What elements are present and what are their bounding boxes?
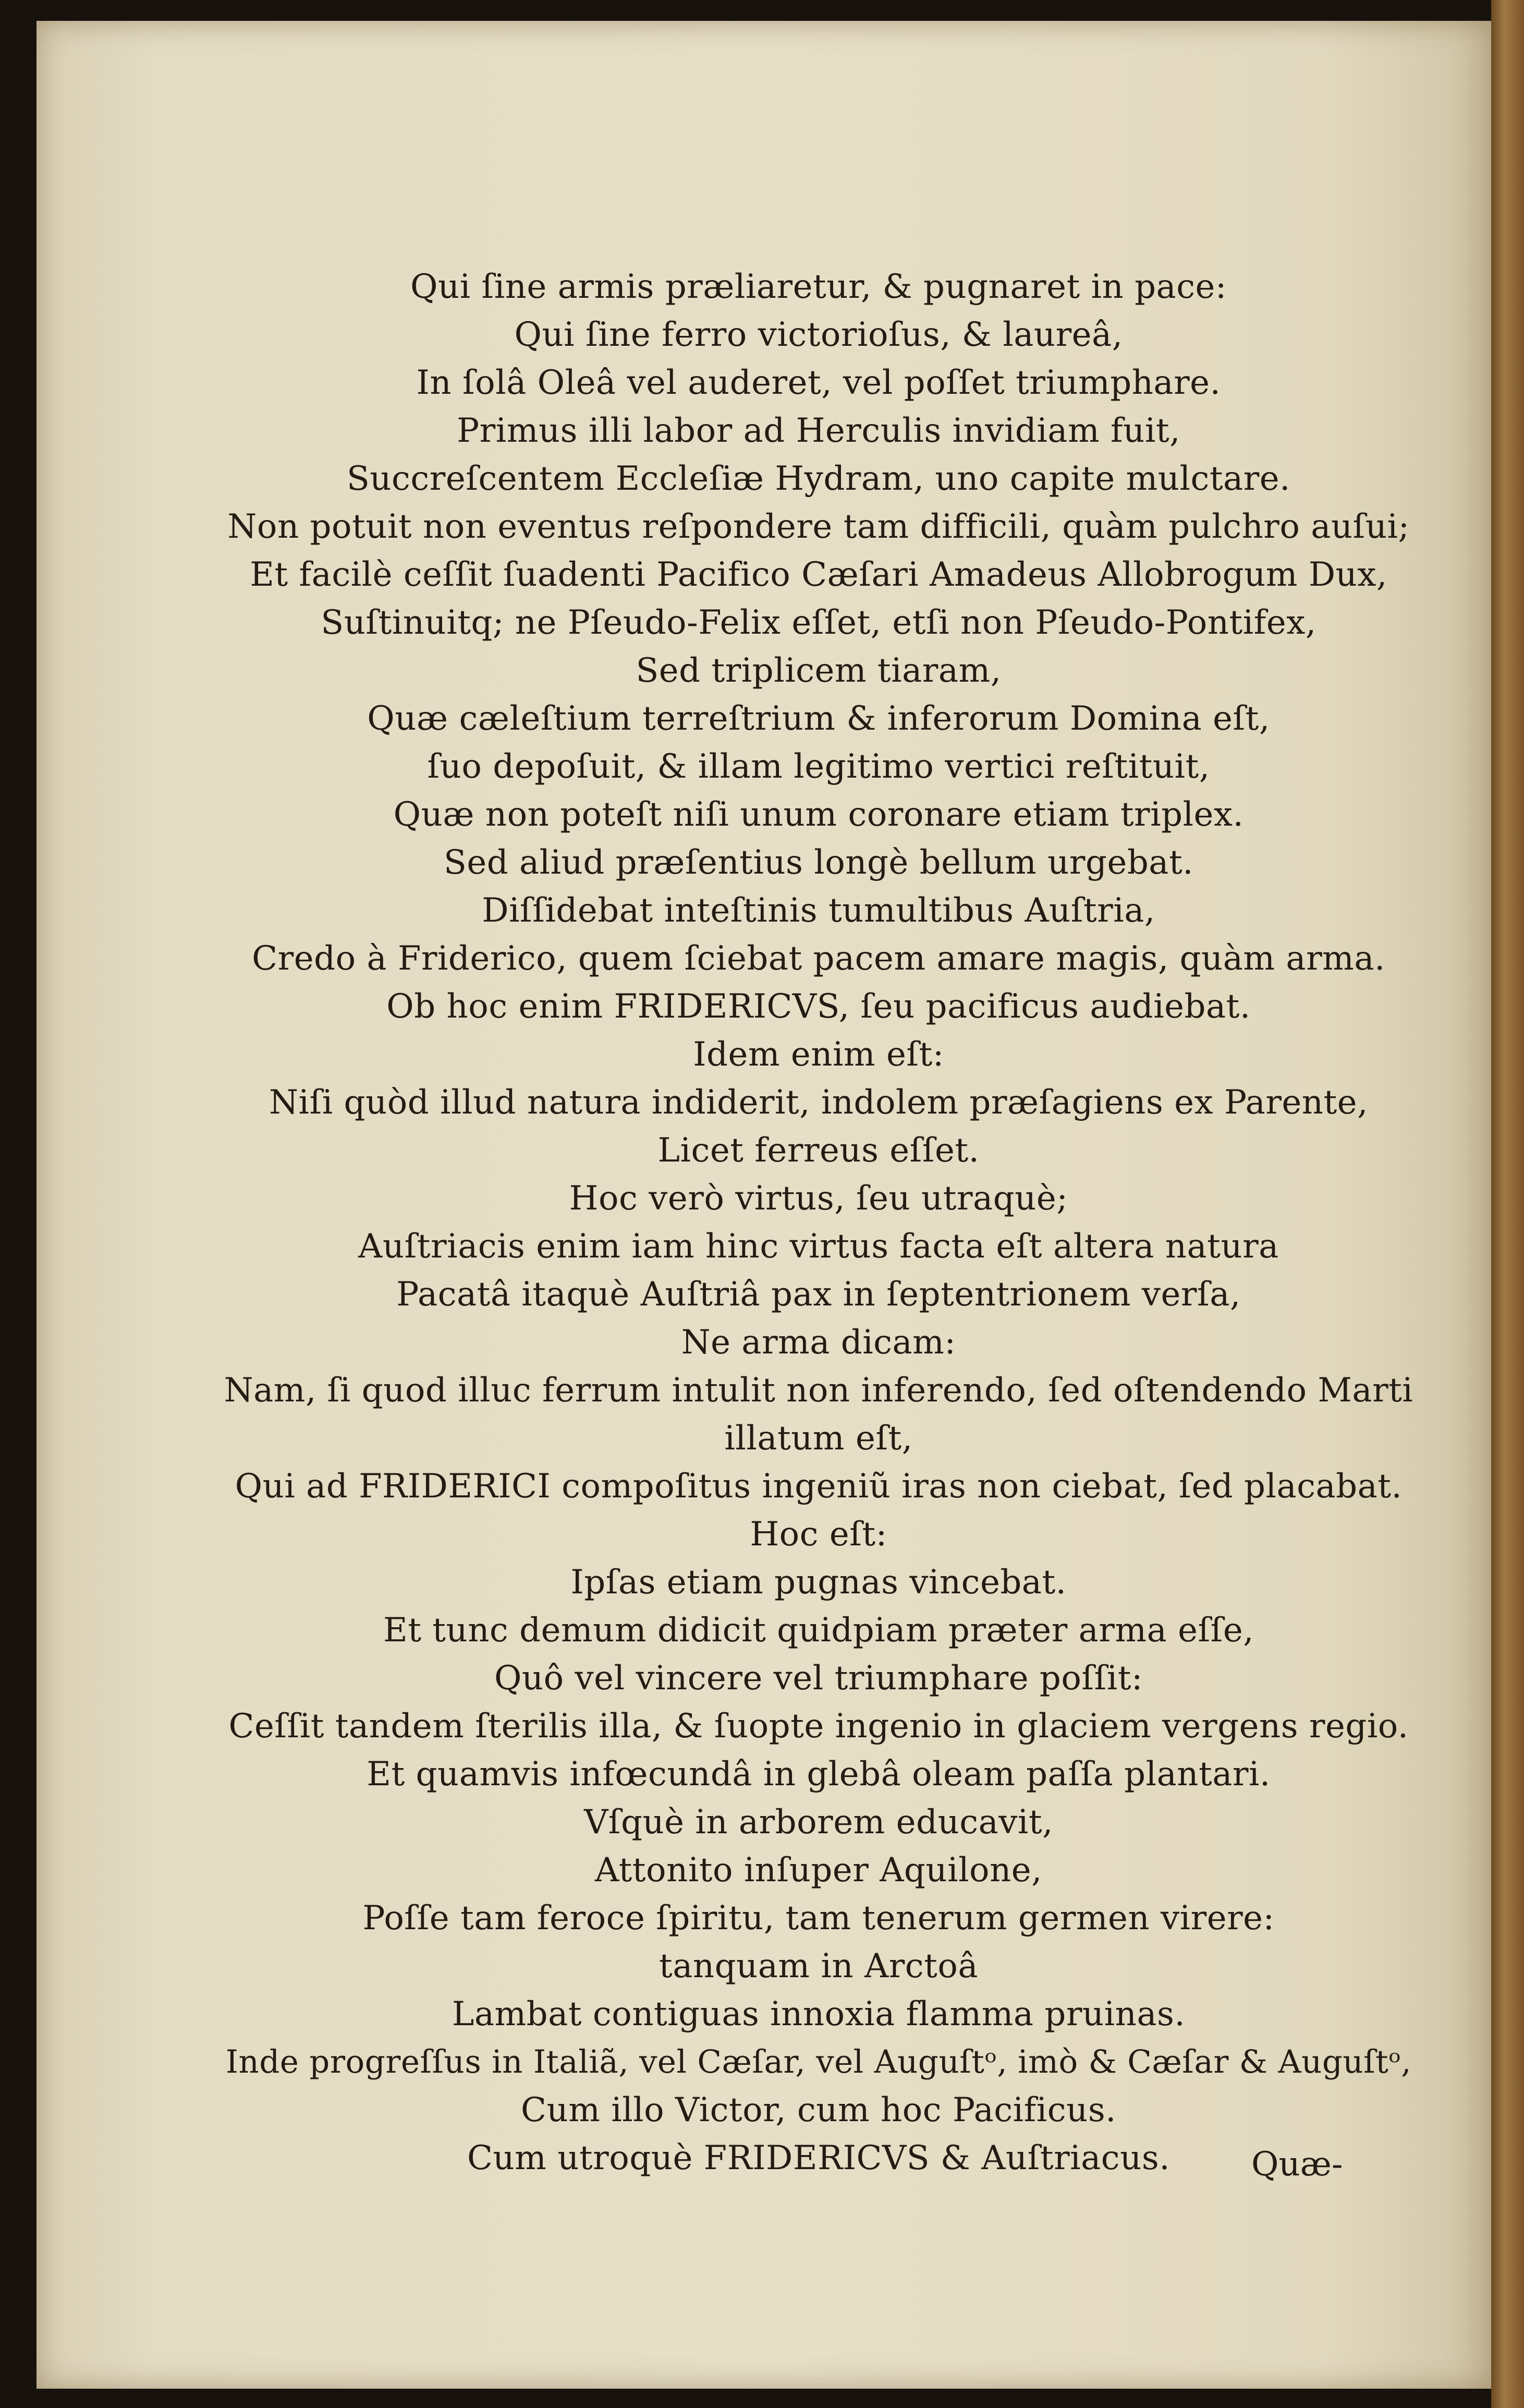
text-line: Non potuit non eventus reſpondere tam difficili, quàm pulchro auſui; [227,507,1410,546]
text-line: Et facilè ceſſit ſuadenti Pacifico Cæſari Amadeus Allobrogum Dux, [250,555,1387,594]
text-line: ſuo depoſuit, & illam legitimo vertici reſtituit, [427,747,1210,786]
text-line: Sed aliud præſentius longè bellum urgebat. [443,843,1194,882]
text-line: Auſtriacis enim iam hinc virtus facta eſt altera natura [358,1227,1279,1266]
text-line: Ceſſit tandem ſterilis illa, & ſuopte ingenio in glaciem vergens regio. [228,1707,1409,1746]
text-line: Diſſidebat inteſtinis tumultibus Auſtria, [482,891,1155,930]
text-line: Hoc eſt: [750,1515,887,1554]
text-line: Lambat contiguas innoxia flamma pruinas. [452,1995,1186,2034]
text-line: Qui ſine armis præliaretur, & pugnaret in pace: [410,268,1227,306]
text-line: Ob hoc enim FRIDERICVS, ſeu pacificus audiebat. [386,987,1251,1026]
text-line: Cum utroquè FRIDERICVS & Auſtriacus. [467,2139,1171,2177]
text-line: Niſi quòd illud natura indiderit, indolem præſagiens ex Parente, [269,1083,1368,1122]
text-line: In ſolâ Oleâ vel auderet, vel poſſet triumphare. [416,364,1221,402]
text-line: tanquam in Arctoâ [659,1947,979,1986]
text-line: Ne arma dicam: [681,1323,956,1362]
text-line: illatum eſt, [724,1419,913,1458]
text-line: Credo à Friderico, quem ſciebat pacem amare magis, quàm arma. [252,939,1385,978]
text-line: Suſtinuitq; ne Pſeudo-Felix eſſet, etſi non Pſeudo-Pontifex, [321,603,1316,642]
text-line: Attonito inſuper Aquilone, [594,1851,1043,1890]
text-line: Qui ſine ferro victorioſus, & laureâ, [514,316,1123,354]
catchword: Quæ- [1251,2145,1343,2184]
text-line: Quæ non poteſt niſi unum coronare etiam triplex. [393,795,1244,834]
text-line: Nam, ſi quod illuc ferrum intulit non inferendo, ſed oſtendendo Marti [224,1371,1413,1410]
text-line: Ipſas etiam pugnas vincebat. [570,1563,1067,1602]
text-line: Primus illi labor ad Herculis invidiam fuit, [457,412,1180,450]
text-line: Et tunc demum didicit quidpiam præter arma eſſe, [383,1611,1254,1650]
text-line: Hoc verò virtus, ſeu utraquè; [569,1179,1068,1218]
text-line: Licet ferreus eſſet. [657,1131,980,1170]
page-edge [1491,0,1524,2408]
text-line: Sed triplicem tiaram, [636,651,1002,690]
verse-text-block [219,263,1418,2240]
text-line: Quæ cæleſtium terreſtrium & inferorum Domina eſt, [367,699,1270,738]
text-line: Pacatâ itaquè Auſtriâ pax in ſeptentrionem verſa, [396,1275,1241,1314]
text-line: Idem enim eſt: [693,1035,944,1074]
text-line: Succreſcentem Eccleſiæ Hydram, uno capite mulctare. [346,459,1291,498]
text-line: Et quamvis infœcundâ in glebâ oleam paſſa plantari. [367,1755,1271,1794]
text-line: Vſquè in arborem educavit, [584,1803,1053,1842]
text-line: Cum illo Victor, cum hoc Pacificus. [521,2091,1116,2129]
text-line: Poſſe tam feroce ſpiritu, tam tenerum germen virere: [362,1899,1275,1938]
text-line: Qui ad FRIDERICI compoſitus ingeniũ iras non ciebat, ſed placabat. [235,1467,1403,1506]
text-line: Quô vel vincere vel triumphare poſſit: [494,1659,1143,1698]
text-line: Inde progreſſus in Italiã, vel Cæſar, vel Auguſtᵒ, imò & Cæſar & Auguſtᵒ, [225,2043,1412,2080]
